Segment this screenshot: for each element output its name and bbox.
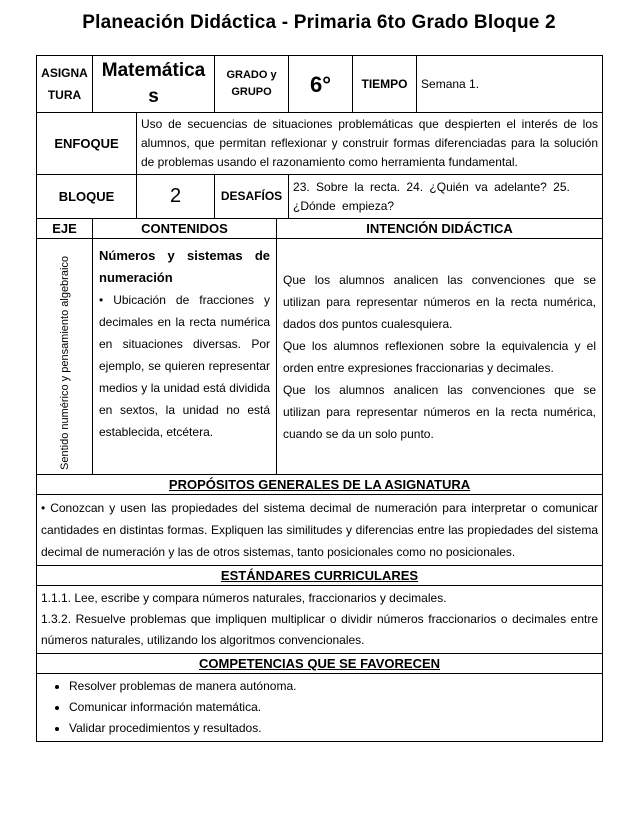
bloque-value: 2 [137, 175, 215, 219]
competencia-item: • Resolver problemas de manera autónoma. [69, 676, 598, 697]
tiempo-value: Semana 1. [417, 56, 603, 113]
intencion-item: Que los alumnos analicen las convenciones que se utilizan para representar números en la recta numérica, cuando se da un solo punto. [283, 382, 597, 441]
estandar-item: 1.3.2. Resuelve problemas que impliquen multiplicar o dividir números fraccionarios o decimales entre números naturales, utilizando los algoritmos convencionales. [41, 612, 599, 647]
eje-cell [37, 239, 93, 475]
competencia-item: • Validar procedimientos y resultados. [69, 718, 598, 739]
competencias-cell [37, 674, 603, 742]
enfoque-label: ENFOQUE [37, 113, 137, 175]
competencias-list [41, 676, 598, 739]
propositos-heading: PROPÓSITOS GENERALES DE LA ASIGNATURA [37, 475, 603, 495]
propositos-text: • Conozcan y usen las propiedades del sistema decimal de numeración para interpretar o comunicar cantidades en distintas formas. Expliquen las similitudes y diferencias entre las propiedades del sistema decimal de numeración y las de otros sistemas, tanto posicionales como no posicionales. [37, 495, 603, 566]
asignatura-value: Matemáticas [93, 56, 215, 113]
estandares-cell [37, 586, 603, 654]
estandares-heading: ESTÁNDARES CURRICULARES [37, 566, 603, 586]
asignatura-label: ASIGNATURA [37, 56, 93, 113]
competencia-item: • Comunicar información matemática. [69, 697, 598, 718]
desafios-label: DESAFÍOS [215, 175, 289, 219]
competencias-heading: COMPETENCIAS QUE SE FAVORECEN [37, 654, 603, 674]
planning-table [36, 55, 603, 742]
contenidos-cell [93, 239, 277, 475]
grado-value: 6° [289, 56, 353, 113]
intencion-header: INTENCIÓN DIDÁCTICA [277, 219, 603, 239]
enfoque-text: Uso de secuencias de situaciones problemáticas que despierten el interés de los alumnos, que permitan reflexionar y construir formas diferenciadas para la solución de problemas usando el razonamiento como herramienta fundamental. [137, 113, 603, 175]
contenidos-text: • Ubicación de fracciones y decimales en la recta numérica en situaciones diversas. Por ejemplo, se quieren representar medios y la unidad está dividida en sextos, la unidad no está establecida, etcétera. [99, 293, 270, 439]
bloque-label: BLOQUE [37, 175, 137, 219]
grado-label: GRADO y GRUPO [215, 56, 289, 113]
contenidos-heading: Números y sistemas de numeración [99, 248, 270, 285]
tiempo-label: TIEMPO [353, 56, 417, 113]
eje-text: Sentido numérico y pensamiento algebraico [58, 255, 71, 470]
intencion-item: Que los alumnos reflexionen sobre la equivalencia y el orden entre expresiones fraccionarias y decimales. [283, 338, 597, 375]
estandar-item: 1.1.1. Lee, escribe y compara números naturales, fraccionarios y decimales. [41, 591, 447, 605]
intencion-cell [277, 239, 603, 475]
contenidos-header: CONTENIDOS [93, 219, 277, 239]
intencion-item: Que los alumnos analicen las convenciones que se utilizan para representar números en la recta numérica, dados dos puntos cualesquiera. [283, 272, 597, 331]
desafios-text: 23. Sobre la recta. 24. ¿Quién va adelante? 25. ¿Dónde empieza? [289, 175, 603, 219]
eje-header: EJE [37, 219, 93, 239]
page-title: Planeación Didáctica - Primaria 6to Grado Bloque 2 [82, 12, 556, 33]
